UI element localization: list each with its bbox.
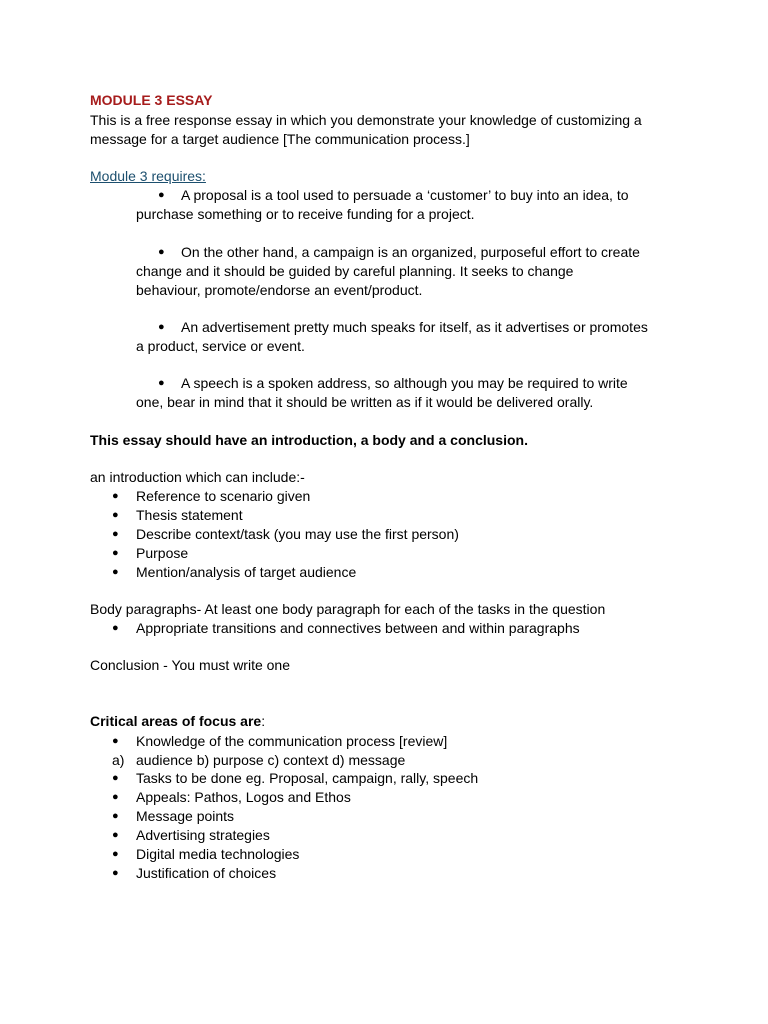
intro-line: message for a target audience [The communication process.] [90,131,470,147]
focus-heading-colon: : [261,713,266,729]
focus-heading-bold: Critical areas of focus are [90,713,262,729]
list-item: Justification of choices [136,865,277,881]
list-item: Reference to scenario given [136,488,311,504]
bullet-marker: ● [112,547,119,559]
list-item: Thesis statement [136,507,243,523]
bullet-marker: ● [158,321,165,333]
list-item: Knowledge of the communication process [review] [136,733,448,749]
bullet-marker: ● [112,772,119,784]
list-item: Message points [136,808,235,824]
focus-heading [90,712,265,731]
requirement-text: A proposal is a tool used to persuade a ‘customer’ to buy into an idea, to [181,187,629,203]
bullet-marker: ● [112,810,119,822]
bullet-marker: ● [112,622,119,634]
list-item: Appeals: Pathos, Logos and Ethos [136,789,351,805]
bullet-marker: ● [112,848,119,860]
requirement-text: purchase something or to receive funding for a project. [136,206,475,222]
requirement-text: An advertisement pretty much speaks for itself, as it advertises or promotes [181,319,648,335]
requirement-text: one, bear in mind that it should be written as if it would be delivered orally. [136,394,594,410]
list-item: Purpose [136,545,189,561]
structure-statement: This essay should have an introduction, a body and a conclusion. [90,432,528,448]
bullet-marker: ● [112,867,119,879]
body-heading: Body paragraphs- At least one body paragraph for each of the tasks in the question [90,601,606,617]
bullet-marker: ● [112,791,119,803]
list-item: Advertising strategies [136,827,270,843]
bullet-marker: ● [112,509,119,521]
bullet-marker: ● [112,566,119,578]
conclusion-line: Conclusion - You must write one [90,657,290,673]
bullet-marker: ● [112,829,119,841]
list-item: Digital media technologies [136,846,300,862]
list-item: Tasks to be done eg. Proposal, campaign, rally, speech [136,770,479,786]
bullet-marker: ● [158,189,165,201]
requires-heading-link[interactable]: Module 3 requires: [90,168,206,184]
requirement-text: behaviour, promote/endorse an event/product. [136,282,423,298]
introduction-heading: an introduction which can include:- [90,469,305,485]
bullet-marker: ● [158,246,165,258]
document-title: MODULE 3 ESSAY [90,92,213,108]
list-item: Describe context/task (you may use the first person) [136,526,459,542]
requirement-text: A speech is a spoken address, so although you may be required to write [181,375,628,391]
list-item: Mention/analysis of target audience [136,564,357,580]
bullet-marker: ● [112,528,119,540]
bullet-marker: ● [158,377,165,389]
requirement-text: a product, service or event. [136,338,305,354]
requirement-text: change and it should be guided by careful planning. It seeks to change [136,263,574,279]
requirement-text: On the other hand, a campaign is an organized, purposeful effort to create [181,244,640,260]
bullet-marker: ● [112,490,119,502]
intro-line: This is a free response essay in which you demonstrate your knowledge of customizing a [90,112,642,128]
list-item: Appropriate transitions and connectives between and within paragraphs [136,620,580,636]
list-item: audience b) purpose c) context d) message [136,752,406,768]
list-marker: a) [112,752,125,768]
bullet-marker: ● [112,735,119,747]
